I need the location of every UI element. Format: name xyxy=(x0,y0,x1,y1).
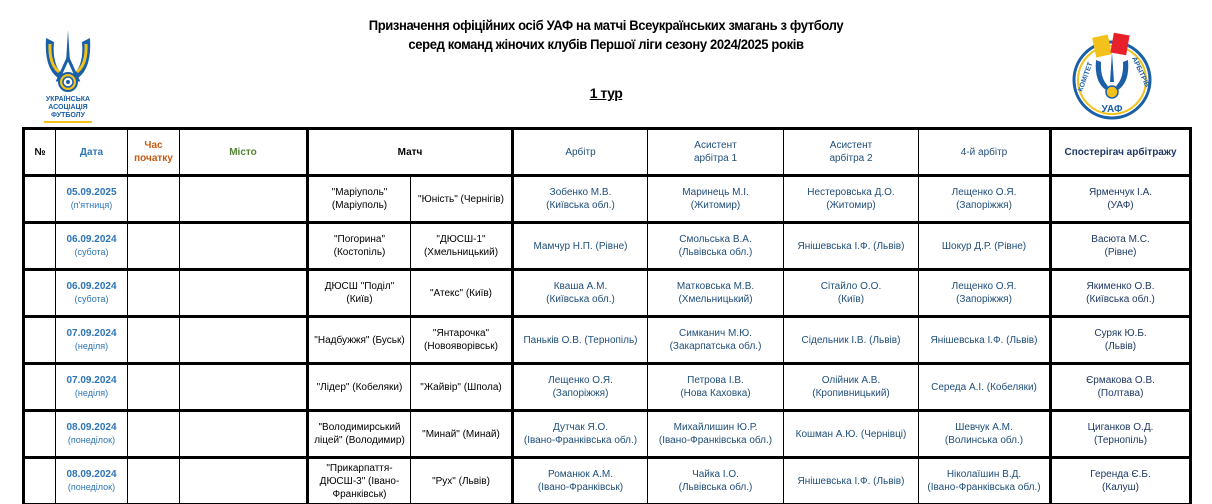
match-number xyxy=(24,176,56,223)
city xyxy=(180,176,308,223)
referee-observer: Циганков О.Д. (Тернопіль) xyxy=(1051,411,1191,458)
fourth-official: Лещенко О.Я. (Запоріжжя) xyxy=(919,270,1051,317)
city xyxy=(180,458,308,504)
referee-observer: Ярменчук І.А. (УАФ) xyxy=(1051,176,1191,223)
fourth-official: Янішевська І.Ф. (Львів) xyxy=(919,317,1051,364)
referee: Мамчур Н.П. (Рівне) xyxy=(513,223,648,270)
start-time xyxy=(128,270,180,317)
home-team: "Лідер" (Кобеляки) xyxy=(308,364,411,411)
away-team: "Янтарочка" (Новояворівськ) xyxy=(411,317,513,364)
referee-observer: Васюта М.С. (Рівне) xyxy=(1051,223,1191,270)
away-team: "Жайвір" (Шпола) xyxy=(411,364,513,411)
table-row xyxy=(24,458,1191,504)
fourth-official: Лещенко О.Я. (Запоріжжя) xyxy=(919,176,1051,223)
svg-text:УАФ: УАФ xyxy=(1101,104,1123,115)
uaf-logo xyxy=(40,28,96,124)
referee: Паньків О.В. (Тернопіль) xyxy=(513,317,648,364)
referee-committee-logo-icon xyxy=(1068,32,1156,120)
col-header-city: Місто xyxy=(180,129,308,176)
start-time xyxy=(128,364,180,411)
away-team: "Атекс" (Київ) xyxy=(411,270,513,317)
assistant-referee-1: Смольська В.А. (Львівська обл.) xyxy=(648,223,784,270)
referee-observer: Геренда Є.Б. (Калуш) xyxy=(1051,458,1191,504)
assistant-referee-1: Михайлишин Ю.Р. (Івано-Франківська обл.) xyxy=(648,411,784,458)
assistant-referee-2: Сідельник І.В. (Львів) xyxy=(784,317,919,364)
city xyxy=(180,317,308,364)
start-time xyxy=(128,411,180,458)
table-header-row xyxy=(24,129,1191,176)
home-team: "Володимирський ліцей" (Володимир) xyxy=(308,411,411,458)
match-date: 08.09.2024 (понеділок) xyxy=(56,411,128,458)
home-team: "Маріуполь" (Маріуполь) xyxy=(308,176,411,223)
match-number xyxy=(24,270,56,317)
title-line-1: Призначення офіційних осіб УАФ на матчі Всеукраїнських змагань з футболу xyxy=(368,17,844,33)
svg-text:АРБІТРІВ: АРБІТРІВ xyxy=(1130,55,1151,89)
col-header-match: Матч xyxy=(308,129,513,176)
assistant-referee-2: Кошман А.Ю. (Чернівці) xyxy=(784,411,919,458)
assistant-referee-2: Нестеровська Д.О. (Житомир) xyxy=(784,176,919,223)
fourth-official: Ніколаїшин В.Д. (Івано-Франківська обл.) xyxy=(919,458,1051,504)
away-team: "Юність" (Чернігів) xyxy=(411,176,513,223)
assistant-referee-2: Олійник А.В. (Кропивницький) xyxy=(784,364,919,411)
assistant-referee-2: Янішевська І.Ф. (Львів) xyxy=(784,458,919,504)
match-date: 06.09.2024 (субота) xyxy=(56,223,128,270)
match-number xyxy=(24,223,56,270)
table-row xyxy=(24,176,1191,223)
assistant-referee-1: Маринець М.І. (Житомир) xyxy=(648,176,784,223)
assistant-referee-1: Симканич М.Ю. (Закарпатська обл.) xyxy=(648,317,784,364)
city xyxy=(180,411,308,458)
city xyxy=(180,364,308,411)
table-row xyxy=(24,270,1191,317)
uaf-trident-logo-icon xyxy=(40,28,96,94)
referee: Романюк А.М. (Івано-Франківськ) xyxy=(513,458,648,504)
match-date: 05.09.2025 (п'ятниця) xyxy=(56,176,128,223)
match-date: 07.09.2024 (неділя) xyxy=(56,317,128,364)
referee: Лещенко О.Я. (Запоріжжя) xyxy=(513,364,648,411)
match-date: 06.09.2024 (субота) xyxy=(56,270,128,317)
fourth-official: Шевчук А.М. (Волинська обл.) xyxy=(919,411,1051,458)
fourth-official: Середа А.І. (Кобеляки) xyxy=(919,364,1051,411)
match-date: 08.09.2024 (понеділок) xyxy=(56,458,128,504)
fourth-official: Шокур Д.Р. (Рівне) xyxy=(919,223,1051,270)
title-line-2: серед команд жіночих клубів Першої ліги сезону 2024/2025 років xyxy=(408,36,804,52)
table-row xyxy=(24,411,1191,458)
table-row xyxy=(24,317,1191,364)
match-number xyxy=(24,364,56,411)
uaf-logo-caption: УКРАЇНСЬКА АСОЦІАЦІЯ ФУТБОЛУ xyxy=(45,96,91,119)
home-team: "Погорина" (Костопіль) xyxy=(308,223,411,270)
start-time xyxy=(128,458,180,504)
referee-observer: Суряк Ю.Б. (Львів) xyxy=(1051,317,1191,364)
col-header-assistant-2: Асистент арбітра 2 xyxy=(784,129,919,176)
document-title xyxy=(321,16,890,54)
away-team: "Рух" (Львів) xyxy=(411,458,513,504)
col-header-referee-observer: Спостерігач арбітражу xyxy=(1051,129,1191,176)
col-header-no: № xyxy=(24,129,56,176)
match-date: 07.09.2024 (неділя) xyxy=(56,364,128,411)
col-header-start-time: Час початку xyxy=(128,129,180,176)
city xyxy=(180,223,308,270)
referee: Дутчак Я.О. (Івано-Франківська обл.) xyxy=(513,411,648,458)
assistant-referee-2: Сітайло О.О. (Київ) xyxy=(784,270,919,317)
assistant-referee-1: Чайка І.О. (Львівська обл.) xyxy=(648,458,784,504)
round-label: 1 тур xyxy=(589,85,623,101)
col-header-assistant-1: Асистент арбітра 1 xyxy=(648,129,784,176)
start-time xyxy=(128,317,180,364)
home-team: ДЮСШ "Поділ" (Київ) xyxy=(308,270,411,317)
officials-schedule-table xyxy=(22,127,1192,504)
referee: Зобенко М.В. (Київська обл.) xyxy=(513,176,648,223)
svg-text:КОМІТЕТ: КОМІТЕТ xyxy=(1077,61,1095,93)
start-time xyxy=(128,176,180,223)
home-team: "Прикарпаття-ДЮСШ-3" (Івано-Франківськ) xyxy=(308,458,411,504)
col-header-date: Дата xyxy=(56,129,128,176)
start-time xyxy=(128,223,180,270)
referee-observer: Єрмакова О.В. (Полтава) xyxy=(1051,364,1191,411)
table-row xyxy=(24,223,1191,270)
referee-observer: Якименко О.В. (Київська обл.) xyxy=(1051,270,1191,317)
col-header-referee: Арбітр xyxy=(513,129,648,176)
city xyxy=(180,270,308,317)
away-team: "Минай" (Минай) xyxy=(411,411,513,458)
match-number xyxy=(24,458,56,504)
away-team: "ДЮСШ-1" (Хмельницький) xyxy=(411,223,513,270)
col-header-fourth-official: 4-й арбітр xyxy=(919,129,1051,176)
assistant-referee-1: Матковська М.В. (Хмельницький) xyxy=(648,270,784,317)
match-number xyxy=(24,317,56,364)
match-number xyxy=(24,411,56,458)
referee: Кваша А.М. (Київська обл.) xyxy=(513,270,648,317)
assistant-referee-2: Янішевська І.Ф. (Львів) xyxy=(784,223,919,270)
table-row xyxy=(24,364,1191,411)
home-team: "Надбужжя" (Буськ) xyxy=(308,317,411,364)
logo-underline xyxy=(44,121,92,123)
referee-committee-logo xyxy=(1068,32,1156,120)
assistant-referee-1: Петрова І.В. (Нова Каховка) xyxy=(648,364,784,411)
